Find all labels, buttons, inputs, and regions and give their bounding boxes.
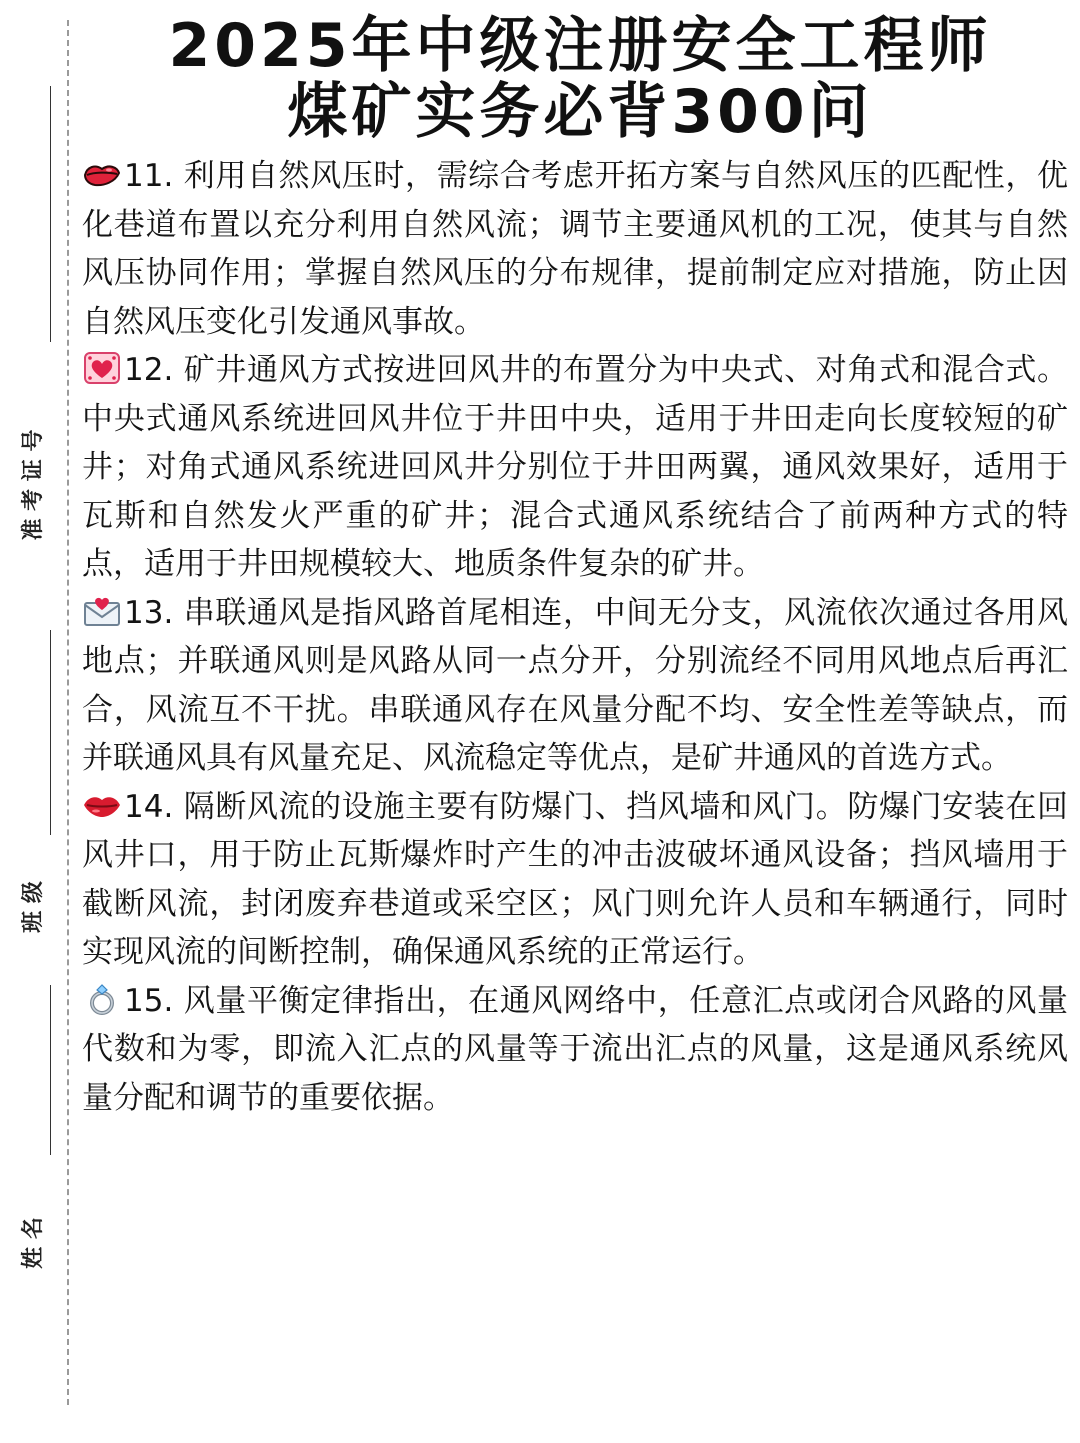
name-label	[20, 1217, 50, 1269]
list-item	[82, 346, 1068, 589]
cut-line-divider	[67, 20, 69, 1405]
item-text: 14. 隔断风流的设施主要有防爆门、挡风墙和风门。防爆门安装在回风井口，用于防止瓦斯爆炸时产生的冲击波破坏通风设备；挡风墙用于截断风流，封闭废弃巷道或采空区；风门则允许人员和车辆通行，同时实现风流的间断控制，确保通风系统的正常运行。	[82, 788, 1068, 970]
list-item	[82, 589, 1068, 783]
lips-icon	[82, 789, 122, 821]
class-label-text: 班 级	[20, 881, 46, 933]
name-label-text: 姓 名	[20, 1217, 46, 1269]
class-rule	[50, 630, 51, 835]
exam-id-label	[20, 429, 50, 541]
page-title-line-2: 煤矿实务必背300问	[287, 77, 873, 147]
list-item	[82, 977, 1068, 1123]
page-title-line-1: 2025年中级注册安全工程师	[168, 11, 992, 81]
item-text: 12. 矿井通风方式按进回风井的布置分为中央式、对角式和混合式。中央式通风系统进回风井位于井田中央，适用于井田走向长度较短的矿井；对角式通风系统进回风井分别位于井田两翼，通风效果好，适用于瓦斯和自然发火严重的矿井；混合式通风系统结合了前两种方式的特点，适用于井田规模较大、地质条件复杂的矿井。	[82, 352, 1068, 582]
exam-id-label-text: 准 考 证 号	[20, 429, 46, 541]
name-rule	[50, 985, 51, 1155]
list-item	[82, 783, 1068, 977]
class-label	[20, 881, 50, 933]
heart-decoration-icon	[82, 352, 122, 384]
ring-icon	[82, 983, 122, 1015]
item-text: 11. 利用自然风压时，需综合考虑开拓方案与自然风压的匹配性，优化巷道布置以充分利用自然风流；调节主要通风机的工况，使其与自然风压协同作用；掌握自然风压的分布规律，提前制定应对措施，防止因自然风压变化引发通风事故。	[82, 158, 1068, 340]
question-list	[82, 152, 1068, 1122]
item-text: 15. 风量平衡定律指出，在通风网络中，任意汇点或闭合风路的风量代数和为零，即流入汇点的风量等于流出汇点的风量，这是通风系统风量分配和调节的重要依据。	[82, 982, 1068, 1116]
list-item	[82, 152, 1068, 346]
item-text: 13. 串联通风是指风路首尾相连，中间无分支，风流依次通过各用风地点；并联通风则是风路从同一点分开，分别流经不同用风地点后再汇合，风流互不干扰。串联通风存在风量分配不均、安全性差等缺点，而并联通风具有风量充足、风流稳定等优点，是矿井通风的首选方式。	[82, 594, 1068, 776]
love-letter-icon	[82, 595, 122, 627]
exam-id-rule	[50, 86, 51, 342]
lips-kiss-icon	[82, 158, 122, 190]
